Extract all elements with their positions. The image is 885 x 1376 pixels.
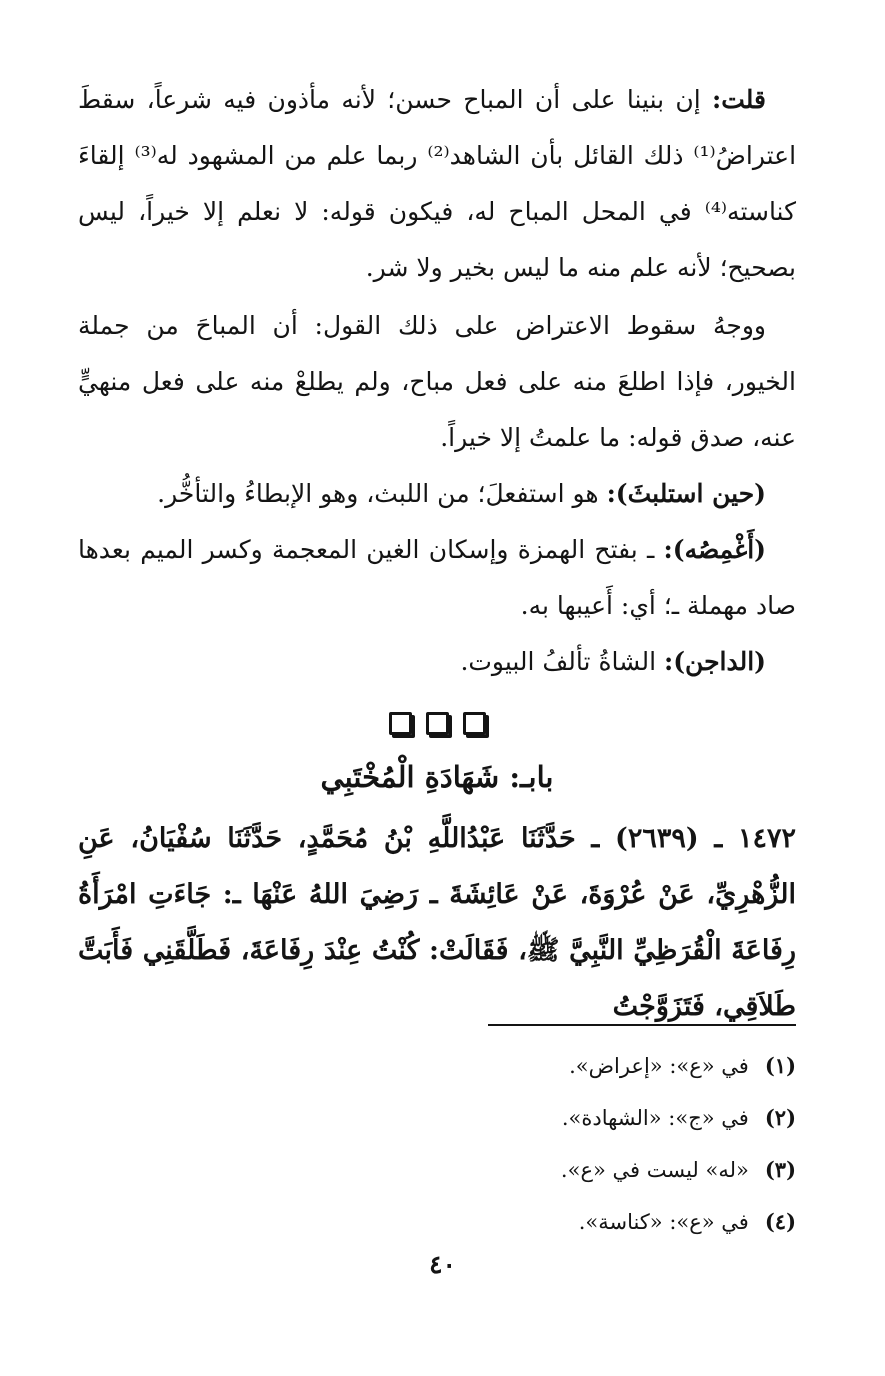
main-text: [78, 72, 796, 1035]
paragraph-commentary-1: [78, 72, 796, 296]
gloss-entry: [78, 522, 796, 634]
gloss-entry: [78, 634, 796, 690]
gloss-definition: هو استفعلَ؛ من اللبث، وهو الإبطاءُ والتأخُّر.: [157, 479, 607, 508]
gloss-term: (الداجن):: [663, 647, 766, 676]
chapter-title: بابـ: شَهَادَةِ الْمُخْتَبِي: [320, 760, 554, 794]
footnote-text: في «ع»: «إعراض».: [569, 1054, 749, 1078]
ornament-square-icon: [389, 712, 412, 735]
footnote-number: (٤): [764, 1209, 796, 1234]
gloss-definition: ـ بفتح الهمزة وإسكان الغين المعجمة وكسر الميم بعدها صاد مهملة ـ؛ أي: أَعيبها به.: [78, 535, 796, 620]
footnote: [376, 1040, 796, 1092]
page-number: ٤٠: [429, 1250, 456, 1279]
paragraph-text: إن بنينا على أن المباح حسن؛ لأنه مأذون فيه شرعاً، سقطَ اعتراضُ⁽¹⁾ ذلك القائل بأن الشاهد⁽²⁾ ربما علم من المشهود له⁽³⁾ إلقاءَ كناسته⁽⁴⁾ في المحل المباح له، فيكون قوله: لا نعلم إلا خيراً، ليس بصحيح؛ لأنه علم منه ما ليس بخير ولا شر.: [78, 85, 797, 282]
section-divider: [78, 712, 796, 735]
ornament-square-icon: [426, 712, 449, 735]
footnote: [376, 1092, 796, 1144]
footnote-divider: [488, 1024, 796, 1026]
footnote-text: في «ع»: «كناسة».: [578, 1210, 749, 1234]
paragraph-commentary-2: ووجهُ سقوط الاعتراض على ذلك القول: أن المباحَ من جملة الخيور، فإذا اطلعَ منه على فعل مباح، ولم يطلعْ منه على فعل منهيٍّ عنه، صدق قوله: ما علمتُ إلا خيراً.: [78, 311, 796, 452]
footnote-number: (١): [764, 1053, 796, 1078]
paragraph-lead: قلت:: [711, 85, 766, 114]
footnote-text: في «ج»: «الشهادة».: [561, 1106, 749, 1130]
hadith-text: ١٤٧٢ ـ (٢٦٣٩) ـ حَدَّثَنَا عَبْدُاللَّهِ بْنُ مُحَمَّدٍ، حَدَّثَنَا سُفْيَانُ، عَنِ الزُّهْرِيِّ، عَنْ عُرْوَةَ، عَنْ عَائِشَةَ ـ رَضِيَ اللهُ عَنْهَا ـ: جَاءَتِ امْرَأَةُ رِفَاعَةَ الْقُرَظِيِّ النَّبِيَّ ﷺ، فَقَالَتْ: كُنْتُ عِنْدَ رِفَاعَةَ، فَطَلَّقَنِي فَأَبَتَّ طَلاَقِي، فَتَزَوَّجْتُ: [78, 823, 796, 1022]
footnotes: [376, 1040, 796, 1248]
gloss-definition: الشاةُ تألفُ البيوت.: [460, 647, 664, 676]
footnote-number: (٢): [764, 1105, 796, 1130]
gloss-term: (أَغْمِصُه):: [663, 535, 766, 564]
footnote: [376, 1144, 796, 1196]
footnote-number: (٣): [764, 1157, 796, 1182]
footnote-text: «له» ليست في «ع».: [560, 1158, 749, 1182]
footnote: [376, 1196, 796, 1248]
gloss-term: (حين استلبثَ):: [606, 479, 766, 508]
ornament-square-icon: [463, 712, 486, 735]
gloss-entry: [78, 466, 796, 522]
